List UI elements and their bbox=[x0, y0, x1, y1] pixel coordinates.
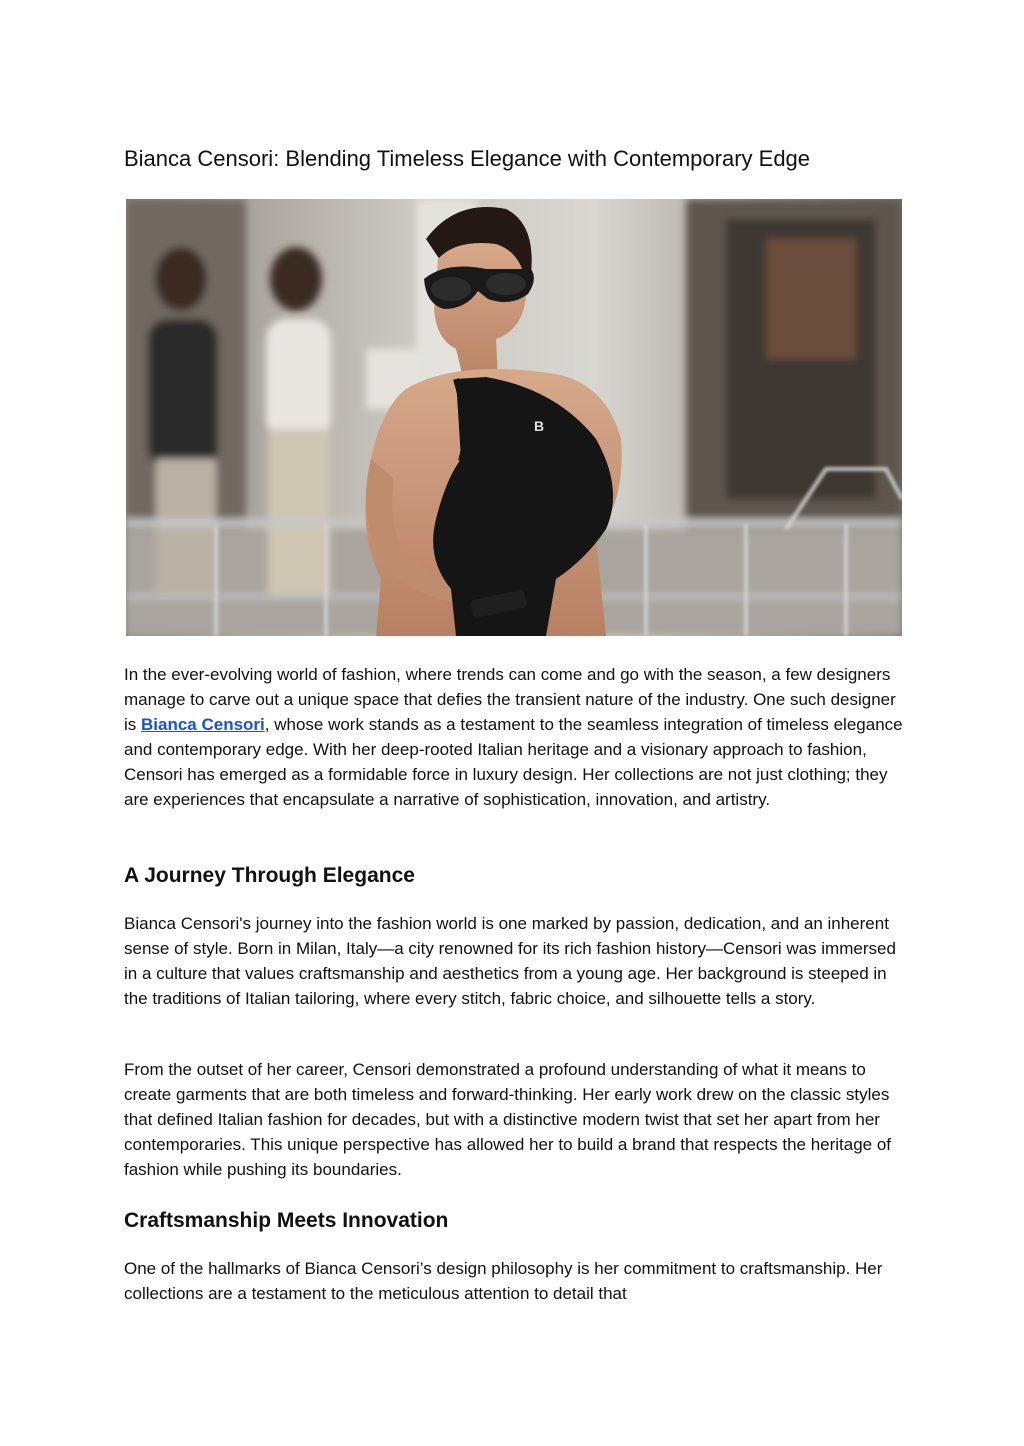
section-paragraph: One of the hallmarks of Bianca Censori’s design philosophy is her commitment to craftsmanship. Her collections are a testament to the meticulous attention to detail that bbox=[124, 1259, 883, 1303]
intro-text-after: , whose work stands as a testament to the seamless integration of timeless elegance and contemporary edge. With her deep-rooted Italian heritage and a visionary approach to fashion, Censori has emerged as a formidable force in luxury design. Her collections are not just clothing; they are experiences that encapsulate a narrative of sophistication, innovation, and artistry. bbox=[124, 715, 903, 809]
designer-link[interactable]: Bianca Censori bbox=[141, 715, 265, 734]
section-heading: Craftsmanship Meets Innovation bbox=[124, 1209, 449, 1232]
intro-paragraph bbox=[124, 662, 904, 812]
garment-logo: B bbox=[534, 418, 545, 434]
section-heading: A Journey Through Elegance bbox=[124, 864, 415, 887]
intro-text-before: In the ever-evolving world of fashion, where trends can come and go with the season, a few designers manage to carve out a unique space that defies the transient nature of the industry. One such designer is bbox=[124, 665, 896, 734]
section-paragraph: Bianca Censori's journey into the fashion world is one marked by passion, dedication, and an inherent sense of style. Born in Milan, Italy—a city renowned for its rich fashion history—Censori was immersed in a culture that values craftsmanship and aesthetics from a young age. Her background is steeped in the traditions of Italian tailoring, where every stitch, fabric choice, and silhouette tells a story. bbox=[124, 914, 896, 1008]
section-paragraph: From the outset of her career, Censori demonstrated a profound understanding of what it means to create garments that are both timeless and forward-thinking. Her early work drew on the classic styles that defined Italian fashion for decades, but with a distinctive modern twist that set her apart from her contemporaries. This unique perspective has allowed her to build a brand that respects the heritage of fashion while pushing its boundaries. bbox=[124, 1060, 892, 1179]
photo-icon bbox=[126, 199, 902, 636]
page-title: Bianca Censori: Blending Timeless Elegance with Contemporary Edge bbox=[124, 146, 811, 171]
hero-image bbox=[126, 199, 902, 636]
